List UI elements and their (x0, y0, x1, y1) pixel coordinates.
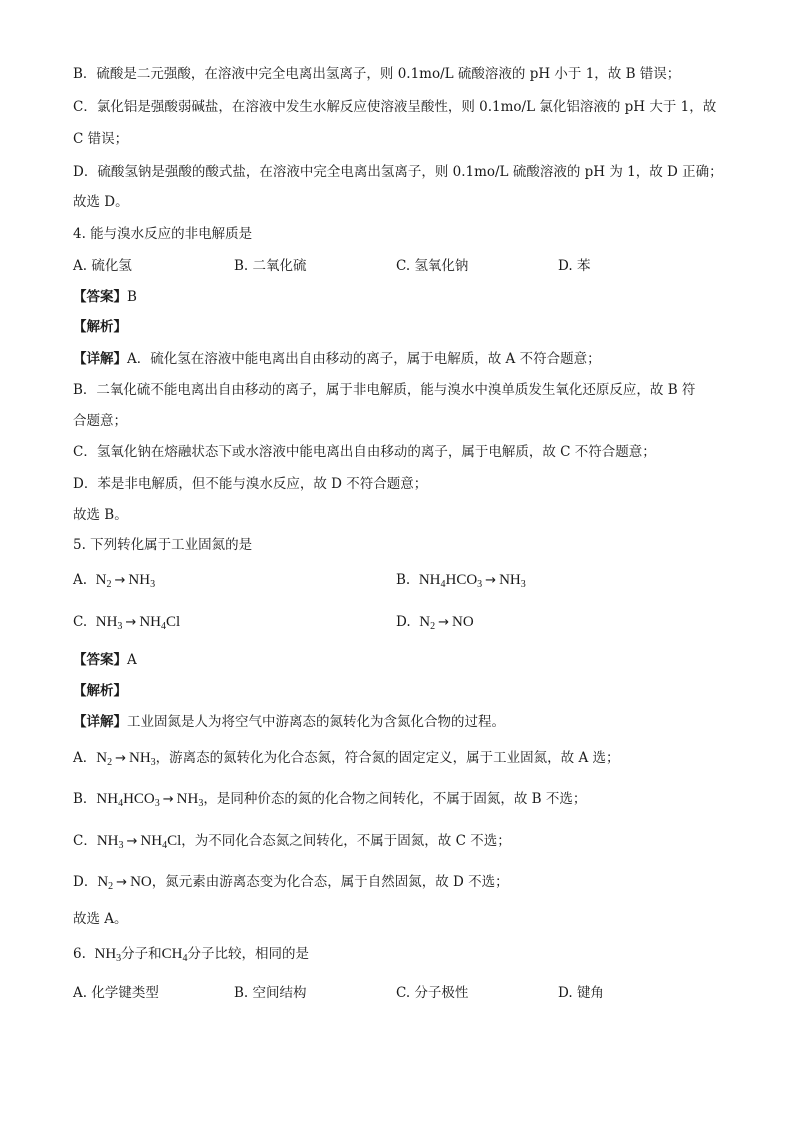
reaction-arrow-icon: → (125, 615, 137, 630)
q5-detail-intro: 【详解】工业固氮是人为将空气中游离态的氮转化为含氮化合物的过程。 (73, 714, 505, 730)
answer-tag: 【答案】 (73, 289, 127, 305)
q5-answer: 【答案】A (73, 652, 137, 668)
q4-conclusion: 故选 B。 (73, 507, 128, 523)
q4-detail-c: C．氢氧化钠在熔融状态下或水溶液中能电离出自由移动的离子，属于电解质，故 C 不符合题意； (73, 444, 656, 460)
q3-line-c2: C 错误； (73, 131, 129, 147)
chem-formula: $N_2 \to NH_3$ (95, 572, 156, 590)
chem-formula: $N_2$ → NO (419, 614, 474, 632)
q5-stem: 5. 下列转化属于工业固氮的是 (73, 537, 253, 553)
q4-stem: 4. 能与溴水反应的非电解质是 (73, 226, 253, 242)
chem-formula: $NH_3 \to NH_4Cl$ (95, 614, 181, 632)
q5-analysis-tag: 【解析】 (73, 683, 127, 699)
chem-formula: $NH_4HCO_3 \to NH_3$ (418, 572, 526, 590)
q4-analysis-tag: 【解析】 (73, 319, 127, 335)
q3-line-d: D．硫酸氢钠是强酸的酸式盐，在溶液中完全电离出氢离子，则 0.1mo/L 硫酸溶液的 pH 为 1，故 D 正确； (73, 164, 723, 180)
q5-option-a: A. $N_2 \to NH_3$ (73, 572, 156, 590)
q3-line-c1: C．氯化铝是强酸弱碱盐，在溶液中发生水解反应使溶液呈酸性，则 0.1mo/L 氯化铝溶液的 pH 大于 1，故 (73, 99, 717, 115)
q5-option-d: D. $N_2$ → NO (396, 614, 474, 632)
q5-option-b: B. $NH_4HCO_3 \to NH_3$ (396, 572, 526, 590)
q4-option-a: A. 硫化氢 (73, 258, 132, 274)
q4-detail-a: 【详解】A．硫化氢在溶液中能电离出自由移动的离子，属于电解质，故 A 不符合题意； (73, 351, 601, 367)
q4-detail-b1: B．二氧化硫不能电离出自由移动的离子，属于非电解质，能与溴水中溴单质发生氧化还原反应，故 B 符 (73, 382, 696, 398)
q4-answer: 【答案】B (73, 289, 137, 305)
q3-conclusion: 故选 D。 (73, 194, 129, 210)
q6-option-a: A. 化学键类型 (73, 985, 159, 1001)
q6-stem: 6. $NH_3$分子和$CH_4$分子比较，相同的是 (73, 946, 309, 964)
detail-tag: 【详解】 (73, 351, 127, 367)
q6-option-b: B. 空间结构 (234, 985, 307, 1001)
reaction-arrow-icon: → (114, 573, 126, 588)
reaction-arrow-icon: → (485, 573, 497, 588)
chem-formula: $NH_3$ (94, 946, 122, 964)
q5-detail-d: D．$N_2$ → NO，氮元素由游离态变为化合态，属于自然固氮，故 D 不选； (73, 874, 509, 892)
reaction-arrow-icon: → (438, 615, 449, 630)
chem-formula: $CH_4$ (161, 946, 188, 964)
q4-option-b: B. 二氧化硫 (234, 258, 307, 274)
detail-tag: 【详解】 (73, 714, 127, 730)
q6-option-d: D. 键角 (558, 985, 604, 1001)
q4-detail-d: D．苯是非电解质，但不能与溴水反应，故 D 不符合题意； (73, 476, 428, 492)
q5-detail-c: C．$NH_3 \to NH_4Cl$，为不同化合态氮之间转化，不属于固氮，故 C 不选； (73, 833, 511, 851)
q3-line-b: B．硫酸是二元强酸，在溶液中完全电离出氢离子，则 0.1mo/L 硫酸溶液的 pH 小于 1，故 B 错误； (73, 66, 681, 82)
q4-option-d: D. 苯 (558, 258, 591, 274)
q5-conclusion: 故选 A。 (73, 911, 128, 927)
q6-option-c: C. 分子极性 (396, 985, 469, 1001)
q4-option-c: C. 氢氧化钠 (396, 258, 469, 274)
q5-detail-b: B．$NH_4HCO_3 \to NH_3$，是同种价态的氮的化合物之间转化，不属于固氮，故 B 不选； (73, 791, 587, 809)
answer-tag: 【答案】 (73, 652, 127, 668)
q4-detail-b2: 合题意； (73, 413, 127, 429)
q5-option-c: C. $NH_3 \to NH_4Cl$ (73, 614, 181, 632)
q5-detail-a: A．$N_2 \to NH_3$，游离态的氮转化为化合态氮，符合氮的固定定义，属于工业固氮，故 A 选； (73, 750, 620, 768)
